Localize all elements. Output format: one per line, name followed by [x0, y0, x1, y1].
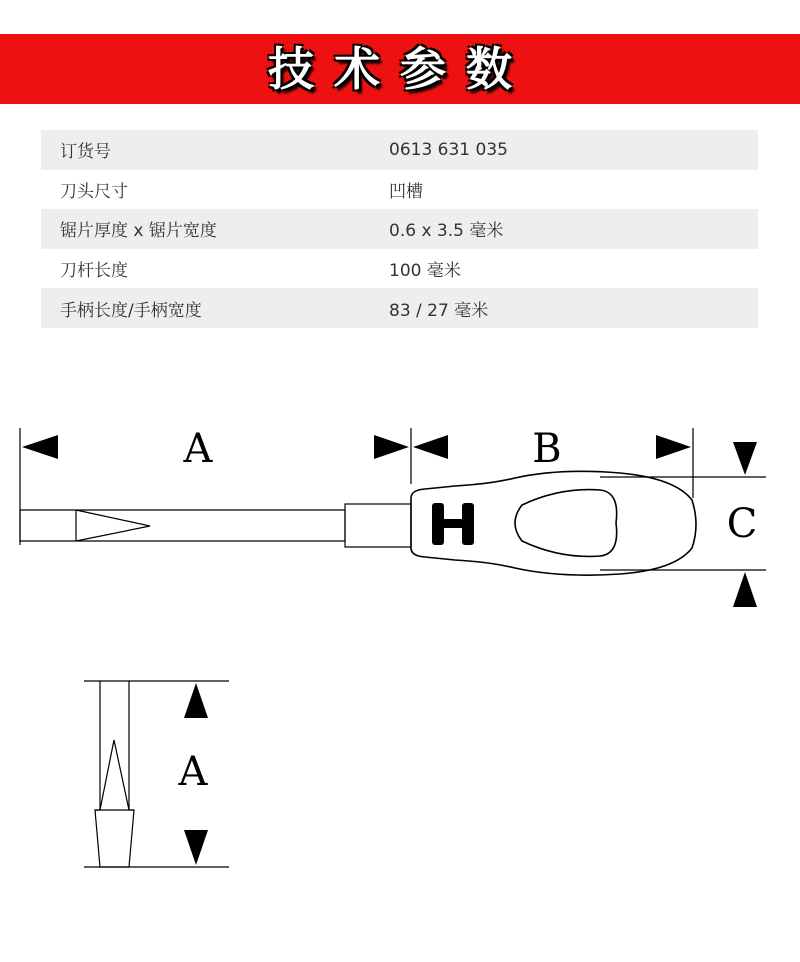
spec-key: 手柄长度/手柄宽度 — [60, 300, 202, 321]
spec-table — [41, 130, 758, 328]
spec-key: 刀杆长度 — [60, 261, 128, 282]
spec-row — [41, 170, 758, 210]
spec-row — [41, 209, 758, 249]
spec-row — [41, 130, 758, 170]
dimension-label-a: A — [183, 426, 213, 472]
blade-taper — [100, 740, 129, 810]
spec-value: 83 / 27 毫米 — [389, 300, 489, 321]
dimension-label-a: A — [178, 749, 208, 795]
spec-value: 0.6 x 3.5 毫米 — [389, 221, 504, 242]
screwdriver-drawing — [0, 400, 800, 620]
handle-grip — [515, 490, 617, 557]
spec-key: 刀头尺寸 — [60, 181, 128, 202]
spec-row — [41, 288, 758, 328]
shaft-outline — [20, 510, 345, 541]
dimension-label-c: C — [726, 501, 758, 547]
ferrule-outline — [345, 504, 411, 547]
blade-detail-drawing — [0, 660, 300, 880]
dimension-label-b: B — [532, 426, 562, 472]
spec-key: 锯片厚度 x 锯片宽度 — [60, 221, 217, 242]
spec-key: 订货号 — [60, 142, 111, 163]
spec-row — [41, 249, 758, 289]
handle-logo — [432, 503, 474, 545]
blade-taper — [76, 510, 150, 541]
header-banner — [0, 34, 800, 104]
spec-value: 0613 631 035 — [389, 139, 508, 160]
spec-value: 凹槽 — [389, 181, 423, 202]
spec-value: 100 毫米 — [389, 261, 461, 282]
blade-tip — [95, 810, 134, 867]
dimension-arrows — [22, 435, 757, 607]
page-title: 技术参数 — [268, 42, 532, 96]
